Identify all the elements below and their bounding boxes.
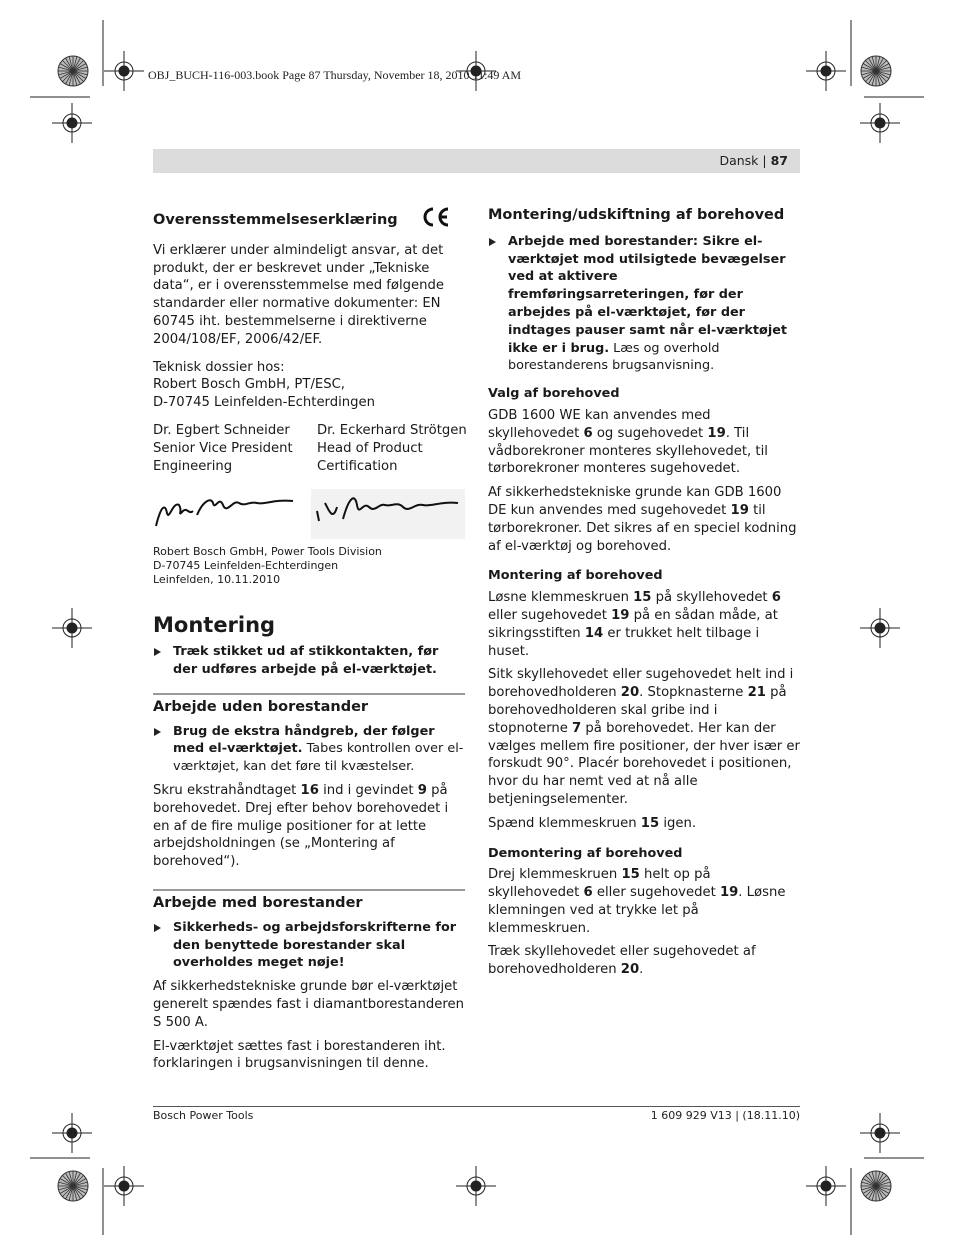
file-slug: OBJ_BUCH-116-003.book Page 87 Thursday, November 18, 2010 11:49 AM	[148, 68, 522, 82]
t: Sitk skyllehovedet eller sugehovedet helt ind i borehovedholderen	[488, 667, 794, 701]
declaration-body: Vi erklærer under almindeligt ansvar, at det produkt, der er beskrevet under „Tekniske data“, er i overensstemmelse med følgende standarder eller normative dokumenter: EN 60745 iht. bestemmelserne i direktiverne 2004/108/EF, 2006/42/EF.	[153, 242, 444, 347]
ref-6: 6	[583, 885, 593, 901]
crosshair-icon	[52, 608, 92, 648]
crosshair-icon	[806, 1166, 846, 1206]
bullet-triangle-icon	[154, 924, 161, 932]
signer-1-title: Senior Vice President	[153, 440, 293, 456]
med-paragraph-1: Af sikkerhedstekniske grunde bør el-værktøjet generelt spændes fast i diamantborestanderen S 500 A.	[153, 979, 464, 1030]
mont-paragraph-2	[488, 666, 800, 808]
signer-2	[317, 422, 467, 475]
company-line-2: D-70745 Leinfelden-Echterdingen	[153, 559, 339, 573]
signatories	[153, 422, 465, 475]
crosshair-icon	[806, 51, 846, 91]
mont-paragraph-3	[488, 815, 800, 833]
t: . Stopknasterne	[639, 685, 748, 701]
right-heading: Montering/udskiftning af borehoved	[488, 207, 785, 223]
demont-paragraph-1	[488, 866, 800, 937]
signature-image	[153, 481, 465, 541]
signer-1-name: Dr. Egbert Schneider	[153, 422, 290, 438]
uden-bullet-rest: Tabes kontrollen over el-værktøjet, kan det føre til kvæstelser.	[173, 741, 464, 775]
mont-paragraph-1	[488, 589, 800, 660]
ref-20: 20	[620, 685, 640, 701]
page-header	[719, 153, 788, 168]
valg-paragraph-2	[488, 484, 800, 555]
ce-mark-icon	[421, 206, 451, 234]
page-header-bar	[153, 149, 800, 173]
med-bullet-text: Sikkerheds- og arbejdsforskrifterne for den benyttede borestander skal overholdes meget nøje!	[173, 919, 457, 971]
demont-heading: Demontering af borehoved	[488, 845, 683, 861]
ref-19: 19	[707, 425, 726, 441]
right-bullet-rest: Læs og overhold borestanderens brugsanvisning.	[508, 340, 720, 374]
ref-15: 15	[640, 815, 660, 831]
t: på borehovedholderen skal gribe ind i stopnoterne	[488, 685, 787, 736]
ref-9: 9	[417, 782, 427, 798]
t: Af sikkerhedstekniske grunde kan GDB 1600 DE kun anvendes med sugehovedet	[488, 485, 782, 518]
declaration-title: Overensstemmelseserklæring	[153, 211, 398, 228]
company-line-1: Robert Bosch GmbH, Power Tools Division	[153, 545, 382, 559]
demont-paragraph-2	[488, 943, 800, 979]
company-line-3: Leinfelden, 10.11.2010	[153, 573, 281, 587]
t: på en sådan måde, at sikringsstiften	[488, 607, 778, 641]
ref-6: 6	[771, 590, 781, 606]
valg-paragraph-1	[488, 407, 800, 478]
t: .	[639, 962, 644, 978]
signer-2-dept: Certification	[317, 458, 398, 474]
right-bullet-bold: Arbejde med borestander: Sikre el-værktøjet mod utilsigtede bevægelser ved at aktivere fremføringsarreteringen, før der arbejdes på el-værktøjet, før der indtages pauser samt når el-værktøjet ikke er i brug.	[508, 233, 788, 356]
signer-1-dept: Engineering	[153, 458, 233, 474]
dossier-address: D-70745 Leinfelden-Echterdingen	[153, 395, 375, 411]
signer-2-name: Dr. Eckerhard Strötgen	[317, 422, 467, 438]
left-column	[153, 206, 465, 1079]
crosshair-icon	[104, 51, 144, 91]
ref-15: 15	[633, 590, 652, 606]
signer-1	[153, 422, 303, 475]
montering-bullet	[153, 643, 465, 679]
dossier-label: Teknisk dossier hos:	[153, 359, 285, 375]
uden-paragraph	[153, 782, 465, 871]
uden-bullet-bold: Brug de ekstra håndgreb, der følger med el-værktøjet.	[173, 723, 435, 757]
t: Drej klemmeskruen	[488, 867, 622, 883]
t: eller sugehovedet	[592, 885, 720, 901]
crosshair-icon	[456, 1166, 496, 1206]
t: . Til vådborekroner monteres skyllehovedet, til tørborekroner monteres sugehovedet.	[488, 425, 768, 477]
t: eller sugehovedet	[488, 607, 612, 623]
right-bullet	[488, 233, 800, 375]
rosette-icon	[861, 1171, 891, 1201]
ref-7: 7	[572, 720, 582, 736]
t: til tørborekroner. Det sikres af en speciel kodning af el-værktøj og borehoved.	[488, 502, 797, 554]
crosshair-icon	[52, 1113, 92, 1153]
t: Skru ekstrahåndtaget	[153, 782, 301, 798]
t: på borehovedet. Her kan der vælges mellem fire positioner, der hver især er forskudt 90°. Placér borehovedet i positionen, hvor du har nemt ved at nå alle betjeningselementer.	[488, 720, 800, 807]
t: på skyllehovedet	[651, 590, 772, 606]
ref-14: 14	[584, 625, 604, 641]
t: ind i gevindet	[318, 782, 418, 798]
mont-heading: Montering af borehoved	[488, 568, 663, 584]
t: GDB 1600 WE kan anvendes med skyllehovedet	[488, 407, 711, 441]
ref-19: 19	[730, 502, 749, 518]
dossier-company: Robert Bosch GmbH, PT/ESC,	[153, 377, 345, 393]
footer-left: Bosch Power Tools	[153, 1109, 254, 1122]
ref-21: 21	[747, 685, 766, 701]
right-column	[488, 207, 800, 985]
crosshair-icon	[860, 608, 900, 648]
t: Træk skyllehovedet eller sugehovedet af borehovedholderen	[488, 944, 756, 978]
footer-right: 1 609 929 V13 | (18.11.10)	[650, 1109, 800, 1122]
t: og sugehovedet	[592, 425, 708, 441]
t: er trukket helt tilbage i huset.	[488, 625, 760, 659]
header-separator: |	[762, 153, 767, 168]
page-number: 87	[770, 153, 788, 168]
signer-2-title: Head of Product	[317, 440, 423, 456]
ref-15: 15	[621, 867, 640, 883]
crosshair-icon	[52, 103, 92, 143]
crosshair-icon	[860, 1113, 900, 1153]
section-divider	[153, 889, 465, 891]
bullet-triangle-icon	[154, 648, 161, 656]
header-language: Dansk	[719, 153, 759, 168]
rosette-icon	[861, 56, 891, 86]
signatures	[153, 481, 465, 541]
valg-heading: Valg af borehoved	[488, 386, 620, 402]
med-bullet	[153, 919, 465, 972]
t: Spænd klemmeskruen	[488, 815, 641, 831]
rosette-icon	[58, 1171, 88, 1201]
section-divider	[153, 693, 465, 695]
crosshair-icon	[860, 103, 900, 143]
ref-19: 19	[719, 885, 739, 901]
uden-bullet	[153, 723, 465, 776]
company-info	[153, 545, 465, 587]
t: helt op på skyllehovedet	[488, 867, 711, 901]
uden-heading: Arbejde uden borestander	[153, 698, 369, 715]
t: . Løsne klemningen ved at trykke let på klemmeskruen.	[488, 885, 786, 936]
ref-19: 19	[611, 607, 630, 623]
section-title-montering: Montering	[153, 613, 276, 638]
med-heading: Arbejde med borestander	[153, 894, 363, 911]
bullet-triangle-icon	[489, 238, 496, 246]
t: Løsne klemmeskruen	[488, 590, 634, 606]
t: på borehovedet. Drej efter behov borehovedet i en af de fire mulige positioner for at lette arbejdsholdningen (se „Montering af borehoved“).	[153, 782, 449, 870]
ref-6: 6	[583, 425, 593, 441]
t: igen.	[659, 815, 697, 831]
ref-20: 20	[620, 962, 640, 978]
ref-16: 16	[300, 782, 319, 798]
med-paragraph-2: El-værktøjet sættes fast i borestanderen iht. forklaringen i brugsanvisningen til denne.	[153, 1038, 446, 1072]
rosette-icon	[58, 56, 88, 86]
crosshair-icon	[104, 1166, 144, 1206]
montering-bullet-text: Træk stikket ud af stikkontakten, før der udføres arbejde på el-værktøjet.	[173, 644, 439, 677]
footer-rule	[153, 1106, 800, 1107]
bullet-triangle-icon	[154, 728, 161, 736]
declaration-heading	[153, 206, 465, 234]
